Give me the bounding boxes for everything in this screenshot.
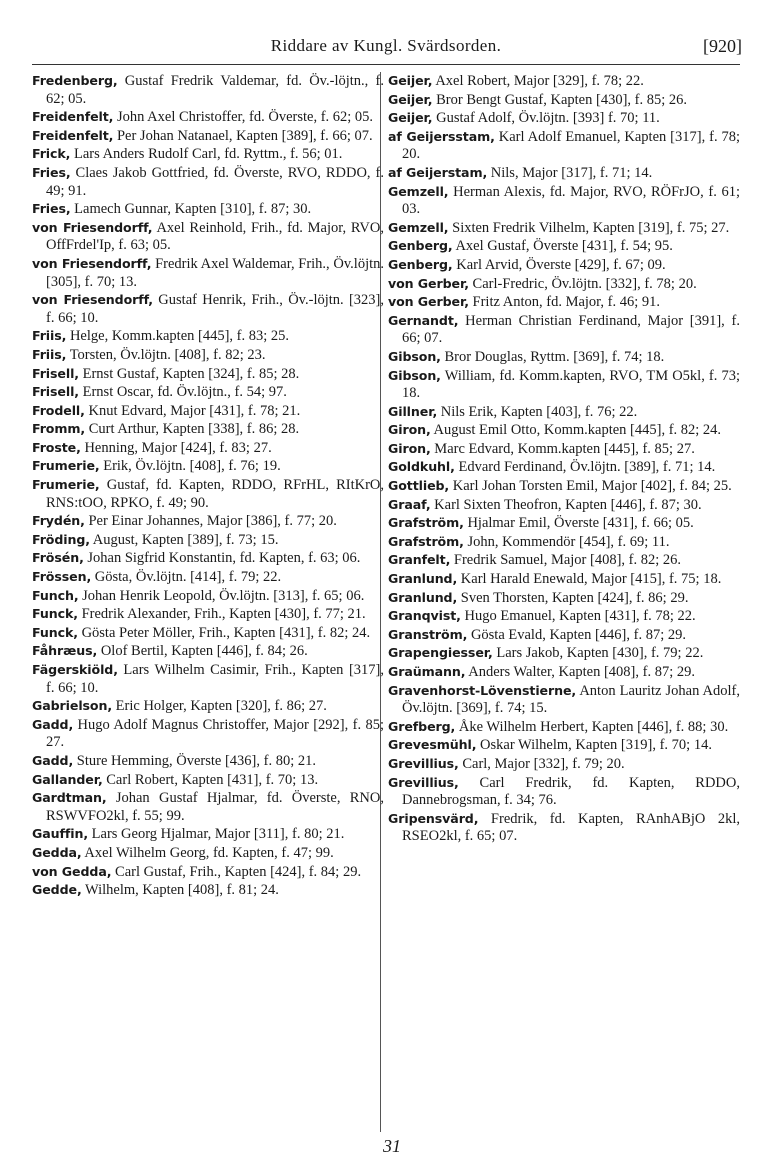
entry-details: Olof Bertil, Kapten [446], f. 84; 26. [97,643,308,660]
entry-surname: Giron, [388,440,431,456]
entry-surname: Fredenberg, [32,73,118,88]
entry-surname: Fröding, [32,531,90,547]
entry-surname: Funck, [32,624,78,640]
register-entry [32,383,384,402]
register-entry [32,881,384,900]
page-number: 31 [383,1136,401,1156]
entry-surname: Grevillius, [388,755,459,771]
entry-details: John Axel Christoffer, fd. Överste, f. 62; 05. [113,109,374,126]
register-entry [32,346,384,365]
register-entry [32,457,384,476]
register-entry [32,642,384,661]
entry-surname: Gemzell, [388,183,449,199]
entry-surname: Frodell, [32,402,85,418]
entry-details: Lars Wilhelm Casimir, Frih., Kapten [317], f. 66; 10. [46,662,384,696]
entry-surname: von Friesendorff, [32,292,153,308]
entry-surname: Fromm, [32,421,86,437]
entry-details: Axel Reinhold, Frih., fd. Major, RVO, OffFrdel'Ip, f. 63; 05. [46,219,385,254]
entry-surname: Geijer, [388,110,433,126]
entry-surname: von Gedda, [32,863,112,879]
register-entry [388,533,740,552]
header-rule [32,64,740,65]
register-entry [32,605,384,624]
entry-details: Henning, Major [424], f. 83; 27. [80,439,272,456]
entry-surname: Granqvist, [388,608,461,624]
entry-surname: Genberg, [388,238,453,254]
register-entry [32,439,384,458]
register-entry [388,403,740,422]
entry-details: Carl, Major [332], f. 79; 20. [458,755,625,772]
entry-surname: Funck, [32,606,78,622]
register-entry [388,128,740,164]
register-entry [32,145,384,164]
register-entry [32,844,384,863]
entry-details: August, Kapten [389], f. 73; 15. [89,531,279,548]
entry-surname: Geijer, [388,91,433,107]
register-entry [32,549,384,568]
register-entry [388,607,740,626]
register-entry [388,810,740,846]
register-entry [388,164,740,183]
entry-details: Karl Adolf Emanuel, Kapten [317], f. 78; 20. [402,128,740,163]
entry-surname: von Gerber, [388,294,469,310]
entry-surname: Gillner, [388,403,438,419]
register-entry [388,367,740,403]
entry-details: Hugo Adolf Magnus Christoffer, Major [292], f. 85; 27. [46,716,384,751]
entry-details: Axel Robert, Major [329], f. 78; 22. [432,73,644,89]
entry-details: Bror Douglas, Ryttm. [369], f. 74; 18. [440,348,665,365]
entry-surname: Grafström, [388,533,464,549]
register-entry [32,752,384,771]
register-entry [388,718,740,737]
register-entry [388,256,740,275]
entry-surname: Grapengiesser, [388,645,493,661]
entry-surname: Gernandt, [388,312,459,328]
entry-details: Sven Thorsten, Kapten [424], f. 86; 29. [457,589,689,606]
entry-details: Karl Arvid, Överste [429], f. 67; 09. [452,256,666,273]
register-entry [32,108,384,127]
entry-details: Claes Jakob Gottfried, fd. Överste, RVO, RDDO, f. 49; 91. [46,164,384,199]
entry-surname: Gadd, [32,716,74,732]
register-entry [32,624,384,643]
entry-surname: Frösén, [32,550,84,566]
entry-surname: von Friesendorff, [32,255,152,271]
entry-surname: Geijer, [388,73,433,88]
register-entry [32,661,384,697]
register-entry [388,774,740,810]
entry-surname: Gravenhorst-Lövenstierne, [388,682,577,698]
entry-details: Ernst Oscar, fd. Öv.löjtn., f. 54; 97. [78,384,287,401]
entry-details: Gösta Evald, Kapten [446], f. 87; 29. [467,626,686,643]
register-entry [388,109,740,128]
register-entry [388,183,740,219]
entry-details: Lamech Gunnar, Kapten [310], f. 87; 30. [70,201,312,218]
entry-details: Sture Hemming, Överste [436], f. 80; 21. [73,752,316,769]
entry-details: Lars Anders Rudolf Carl, fd. Ryttm., f. 56; 01. [70,146,343,163]
entry-surname: Gottlieb, [388,478,450,494]
register-entry [32,476,384,512]
register-entry [388,72,740,91]
register-entry [32,420,384,439]
entry-details: Axel Wilhelm Georg, fd. Kapten, f. 47; 99. [81,844,334,861]
entry-details: Lars Georg Hjalmar, Major [311], f. 80; 21. [88,826,345,843]
entry-details: Hugo Emanuel, Kapten [431], f. 78; 22. [460,608,696,625]
register-entry [32,402,384,421]
entry-details: Gustaf Fredrik Valdemar, fd. Öv.-löjtn., f. 62; 05. [46,73,384,107]
entry-surname: Freidenfelt, [32,109,114,125]
entry-surname: Giron, [388,422,431,438]
register-entry [388,440,740,459]
entry-details: Nils Erik, Kapten [403], f. 76; 22. [437,403,638,420]
entry-details: Per Einar Johannes, Major [386], f. 77; 20. [84,513,337,530]
register-entry [388,589,740,608]
entry-surname: Granlund, [388,571,458,587]
entry-details: Johan Henrik Leopold, Öv.löjtn. [313], f. 65; 06. [78,587,365,604]
entry-details: Per Johan Natanael, Kapten [389], f. 66; 07. [113,127,373,144]
entry-surname: Gemzell, [388,219,449,235]
entry-details: Carl Robert, Kapten [431], f. 70; 13. [102,771,319,788]
register-entry [388,663,740,682]
register-entry [388,626,740,645]
entry-surname: Frick, [32,146,71,162]
register-entry [32,587,384,606]
entry-surname: Gadd, [32,752,74,768]
register-entry [388,458,740,477]
entry-surname: Genberg, [388,256,453,272]
entry-details: Edvard Ferdinand, Öv.löjtn. [389], f. 71; 14. [454,459,716,476]
register-entry [32,255,384,291]
entry-surname: Granfelt, [388,552,451,568]
entry-surname: Freidenfelt, [32,127,114,143]
register-entry [388,275,740,294]
register-entry [32,365,384,384]
entry-surname: Grevesmühl, [388,737,477,753]
entry-surname: Gripensvärd, [388,810,479,826]
register-entry [388,496,740,515]
entry-surname: Gabrielson, [32,698,113,714]
entry-surname: Friis, [32,328,67,344]
register-entry [388,219,740,238]
entry-details: Fredrik Axel Waldemar, Frih., Öv.löjtn. [305], f. 70; 13. [46,255,385,290]
entry-surname: Gardtman, [32,790,107,806]
entry-surname: Fries, [32,164,71,180]
register-entry [32,164,384,200]
entry-surname: Gibson, [388,367,441,383]
register-entry [32,716,384,752]
entry-details: Carl-Fredric, Öv.löjtn. [332], f. 78; 20. [468,275,697,292]
entry-details: Karl Johan Torsten Emil, Major [402], f. 84; 25. [449,478,732,495]
entry-details: Erik, Öv.löjtn. [408], f. 76; 19. [99,458,281,475]
right-column [388,72,740,846]
column-divider [380,72,381,1132]
entry-surname: Frydén, [32,513,85,529]
entry-details: Sixten Fredrik Vilhelm, Kapten [319], f. 75; 27. [448,219,730,236]
register-entry [32,771,384,790]
entry-details: Johan Gustaf Hjalmar, fd. Överste, RNO, RSWVFO2kl, f. 55; 99. [46,790,384,824]
entry-details: Johan Sigfrid Konstantin, fd. Kapten, f. 63; 06. [83,550,361,567]
entry-details: Herman Alexis, fd. Major, RVO, RÖFrJO, f. 61; 03. [402,183,740,218]
entry-details: Lars Jakob, Kapten [430], f. 79; 22. [492,645,704,662]
entry-details: Gustaf Henrik, Frih., Öv.-löjtn. [323], f. 66; 10. [46,292,384,326]
register-entry [388,682,740,718]
register-entry [32,512,384,531]
entry-surname: Fägerskiöld, [32,662,118,677]
entry-details: Fritz Anton, fd. Major, f. 46; 91. [468,294,661,311]
entry-surname: Frössen, [32,569,92,585]
entry-surname: Frumerie, [32,458,100,474]
entry-details: August Emil Otto, Komm.kapten [445], f. 82; 24. [430,422,722,439]
register-entry [388,551,740,570]
entry-details: Eric Holger, Kapten [320], f. 86; 27. [112,698,327,715]
entry-details: Carl Fredrik, fd. Kapten, RDDO, Dannebrogsman, f. 34; 76. [402,774,740,809]
entry-surname: Gedda, [32,844,82,860]
register-entry [388,570,740,589]
register-entry [388,736,740,755]
entry-details: Herman Christian Ferdinand, Major [391], f. 66; 07. [402,312,740,347]
entry-surname: Friis, [32,346,67,362]
entry-surname: Frisell, [32,384,79,400]
page-reference: [920] [703,36,742,56]
entry-surname: Grevillius, [388,774,459,790]
entry-details: Fredrik Alexander, Frih., Kapten [430], f. 77; 21. [77,606,366,623]
entry-surname: Gedde, [32,882,82,898]
entry-details: Gösta, Öv.löjtn. [414], f. 79; 22. [91,569,282,586]
entry-details: Gösta Peter Möller, Frih., Kapten [431], f. 82; 24. [77,624,371,641]
entry-surname: af Geijerstam, [388,164,488,180]
register-entry [388,293,740,312]
register-entry [32,327,384,346]
entry-surname: Grefberg, [388,718,456,734]
register-entry [388,421,740,440]
entry-details: Axel Gustaf, Överste [431], f. 54; 95. [452,238,673,255]
register-entry [32,72,384,108]
entry-details: Gustaf, fd. Kapten, RDDO, RFrHL, RItKrO, RNS:tOO, RPKO, f. 49; 90. [46,477,384,511]
entry-surname: von Friesendorff, [32,219,153,235]
entry-details: John, Kommendör [454], f. 69; 11. [463,533,670,550]
entry-surname: Granström, [388,626,468,642]
entry-details: Curt Arthur, Kapten [338], f. 86; 28. [85,421,300,438]
entry-details: Bror Bengt Gustaf, Kapten [430], f. 85; 26. [432,91,688,108]
entry-surname: Gibson, [388,348,441,364]
register-entry [388,312,740,348]
entry-details: Fredrik Samuel, Major [408], f. 82; 26. [450,552,682,569]
entry-details: Ernst Gustaf, Kapten [324], f. 85; 28. [78,365,300,382]
register-entry [388,237,740,256]
entry-details: Carl Gustaf, Frih., Kapten [424], f. 84; 29. [111,863,362,880]
entry-details: William, fd. Komm.kapten, RVO, TM O5kl, f. 73; 18. [402,367,740,402]
entry-details: Gustaf Adolf, Öv.löjtn. [393] f. 70; 11. [432,110,660,127]
register-entry [32,291,384,327]
entry-details: Marc Edvard, Komm.kapten [445], f. 85; 27. [430,440,695,457]
entry-surname: Graaf, [388,496,431,512]
entry-details: Karl Harald Enewald, Major [415], f. 75; 18. [457,571,722,588]
entry-surname: Frisell, [32,365,79,381]
entry-surname: Fries, [32,201,71,217]
entry-details: Helge, Komm.kapten [445], f. 83; 25. [66,328,290,345]
page-header [30,36,742,60]
entry-details: Anders Walter, Kapten [408], f. 87; 29. [465,664,695,680]
left-column [32,72,384,900]
register-entry [32,568,384,587]
register-entry [32,697,384,716]
entry-surname: Frumerie, [32,477,100,493]
entry-surname: Fåhræus, [32,643,98,659]
register-entry [388,91,740,110]
entry-details: Hjalmar Emil, Överste [431], f. 66; 05. [463,515,694,532]
register-entry [388,755,740,774]
register-entry [32,789,384,825]
register-entry [32,127,384,146]
entry-surname: Goldkuhl, [388,459,455,475]
entry-details: Nils, Major [317], f. 71; 14. [487,164,653,181]
entry-details: Torsten, Öv.löjtn. [408], f. 82; 23. [66,346,266,363]
register-entry [32,863,384,882]
entry-details: Wilhelm, Kapten [408], f. 81; 24. [81,882,279,899]
register-entry [388,514,740,533]
entry-details: Oskar Wilhelm, Kapten [319], f. 70; 14. [476,737,712,754]
entry-surname: Gallander, [32,771,103,787]
register-entry [32,219,384,255]
register-entry [388,477,740,496]
entry-surname: Graümann, [388,664,466,679]
register-entry [32,531,384,550]
running-title: Riddare av Kungl. Svärdsorden. [270,36,502,55]
entry-surname: Froste, [32,439,81,455]
register-entry [388,644,740,663]
entry-surname: Gauffin, [32,826,89,842]
entry-surname: Funch, [32,587,79,603]
entry-surname: von Gerber, [388,275,469,291]
register-entry [32,825,384,844]
entry-surname: af Geijersstam, [388,128,495,144]
entry-surname: Granlund, [388,589,458,605]
entry-details: Karl Sixten Theofron, Kapten [446], f. 87; 30. [430,496,702,513]
entry-surname: Grafström, [388,515,464,531]
entry-details: Anton Lauritz Johan Adolf, Öv.löjtn. [369], f. 74; 15. [402,682,740,717]
entry-details: Fredrik, fd. Kapten, RAnhABjO 2kl, RSEO2kl, f. 65; 07. [402,810,740,845]
register-entry [32,200,384,219]
entry-details: Åke Wilhelm Herbert, Kapten [446], f. 88; 30. [455,718,729,735]
entry-details: Knut Edvard, Major [431], f. 78; 21. [84,402,301,419]
register-entry [388,348,740,367]
